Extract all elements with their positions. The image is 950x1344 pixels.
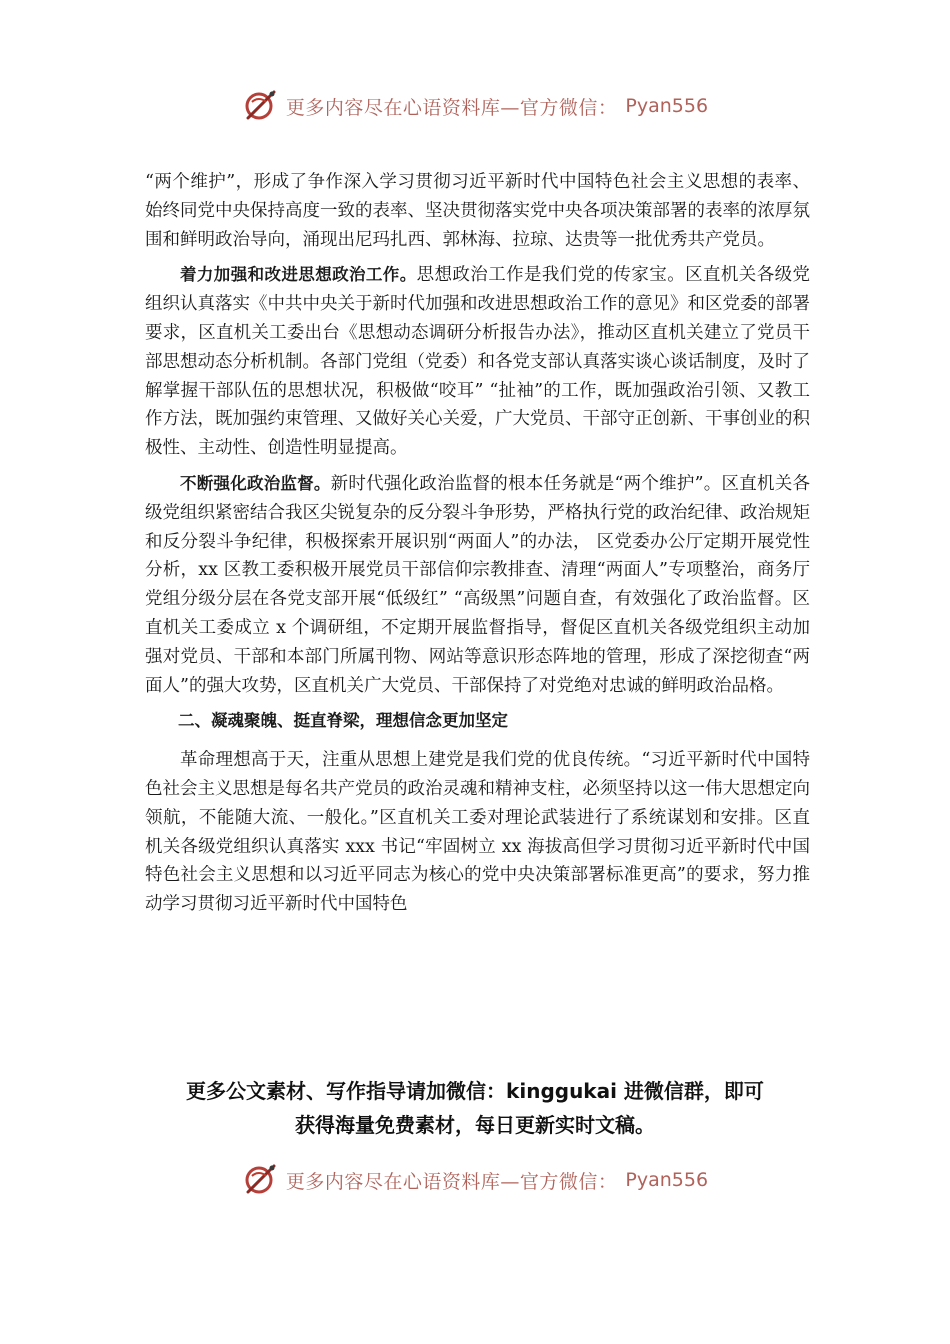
header-watermark — [0, 84, 950, 128]
paragraph-3 — [145, 470, 810, 700]
watermark-text: 更多内容尽在心语资料库—官方微信： — [285, 1170, 618, 1193]
promo-line-1: 更多公文素材、写作指导请加微信：kinggukai 进微信群，即可 — [186, 1079, 764, 1103]
paragraph-2-text: 思想政治工作是我们党的传家宝。区直机关各级党组织认真落实《中共中央关于新时代加强和改进思想政治工作的意见》和区党委的部署要求，区直机关工委出台《思想动态调研分析报告办法》，推动区直机关建立了党员干部思想动态分析机制。各部门党组（党委）和各党支部认真落实谈心谈话制度，及时了解掌握干部队伍的思想状况，积极做“咬耳” “扯袖”的工作，既加强政治引领、又教工作方法，既加强约束管理、又做好关心关爱，广大党员、干部守正创新、干事创业的积极性、主动性、创造性明显提高。 — [145, 265, 811, 459]
watermark-text: 更多内容尽在心语资料库—官方微信： — [285, 96, 618, 119]
paragraph-2-lead: 着力加强和改进思想政治工作。 — [180, 265, 417, 285]
paragraph-1 — [145, 168, 810, 254]
watermark-wechat-id: Pyan556 — [625, 95, 709, 117]
promo-line-2: 获得海量免费素材，每日更新实时文稿。 — [295, 1113, 655, 1137]
closing-paragraph: 革命理想高于天，注重从思想上建党是我们党的优良传统。“习近平新时代中国特色社会主义思想是每名共产党员的政治灵魂和精神支柱，必须坚持以这一伟大思想定向领航，不能随大流、一般化。”区直机关工委对理论武装进行了系统谋划和安排。区直机关各级党组织认真落实 xxx 书记“牢固树立 xx 海拔高但学习贯彻习近平新时代中国特色社会主义思想和以习近平同志为核心的党中央决策部署标准更高”的要求，努力推动学习贯彻习近平新时代中国特色 — [145, 750, 810, 915]
brush-logo-icon — [242, 1162, 278, 1198]
paragraph-2 — [145, 261, 810, 463]
section-heading: 二、凝魂聚魄、挺直脊梁，理想信念更加坚定 — [178, 711, 508, 731]
promo-block — [100, 1074, 850, 1142]
paragraph-3-lead: 不断强化政治监督。 — [180, 473, 331, 493]
watermark-wechat-id: Pyan556 — [625, 1169, 709, 1191]
footer-watermark — [0, 1158, 950, 1202]
paragraph-3-text: 新时代强化政治监督的根本任务就是“两个维护”。区直机关各级党组织紧密结合我区尖锐复杂的反分裂斗争形势，严格执行党的政治纪律、政治规矩和反分裂斗争纪律，积极探索开展识别“两面人”的办法， 区党委办公厅定期开展党性分析，xx 区教工委积极开展党员干部信仰宗教排查、清理“两面人”专项整治，商务厅党组分级分层在各党支部开展“低级红” “高级黑”问题自查，有效强化了政治监督。区直机关工委成立 x 个调研组，不定期开展监督指导，督促区直机关各级党组织主动加强对党员、干部和本部门所属刊物、网站等意识形态阵地的管理，形成了深挖彻查“两面人”的强大攻势，区直机关广大党员、干部保持了对党绝对忠诚的鲜明政治品格。 — [145, 473, 810, 696]
document-body — [145, 168, 810, 926]
brush-logo-icon — [242, 88, 278, 124]
paragraph-1-text: “两个维护”，形成了争作深入学习贯彻习近平新时代中国特色社会主义思想的表率、始终同党中央保持高度一致的表率、坚决贯彻落实党中央各项决策部署的表率的浓厚氛围和鲜明政治导向，涌现出尼玛扎西、郭林海、拉琼、达贵等一批优秀共产党员。 — [145, 172, 810, 250]
